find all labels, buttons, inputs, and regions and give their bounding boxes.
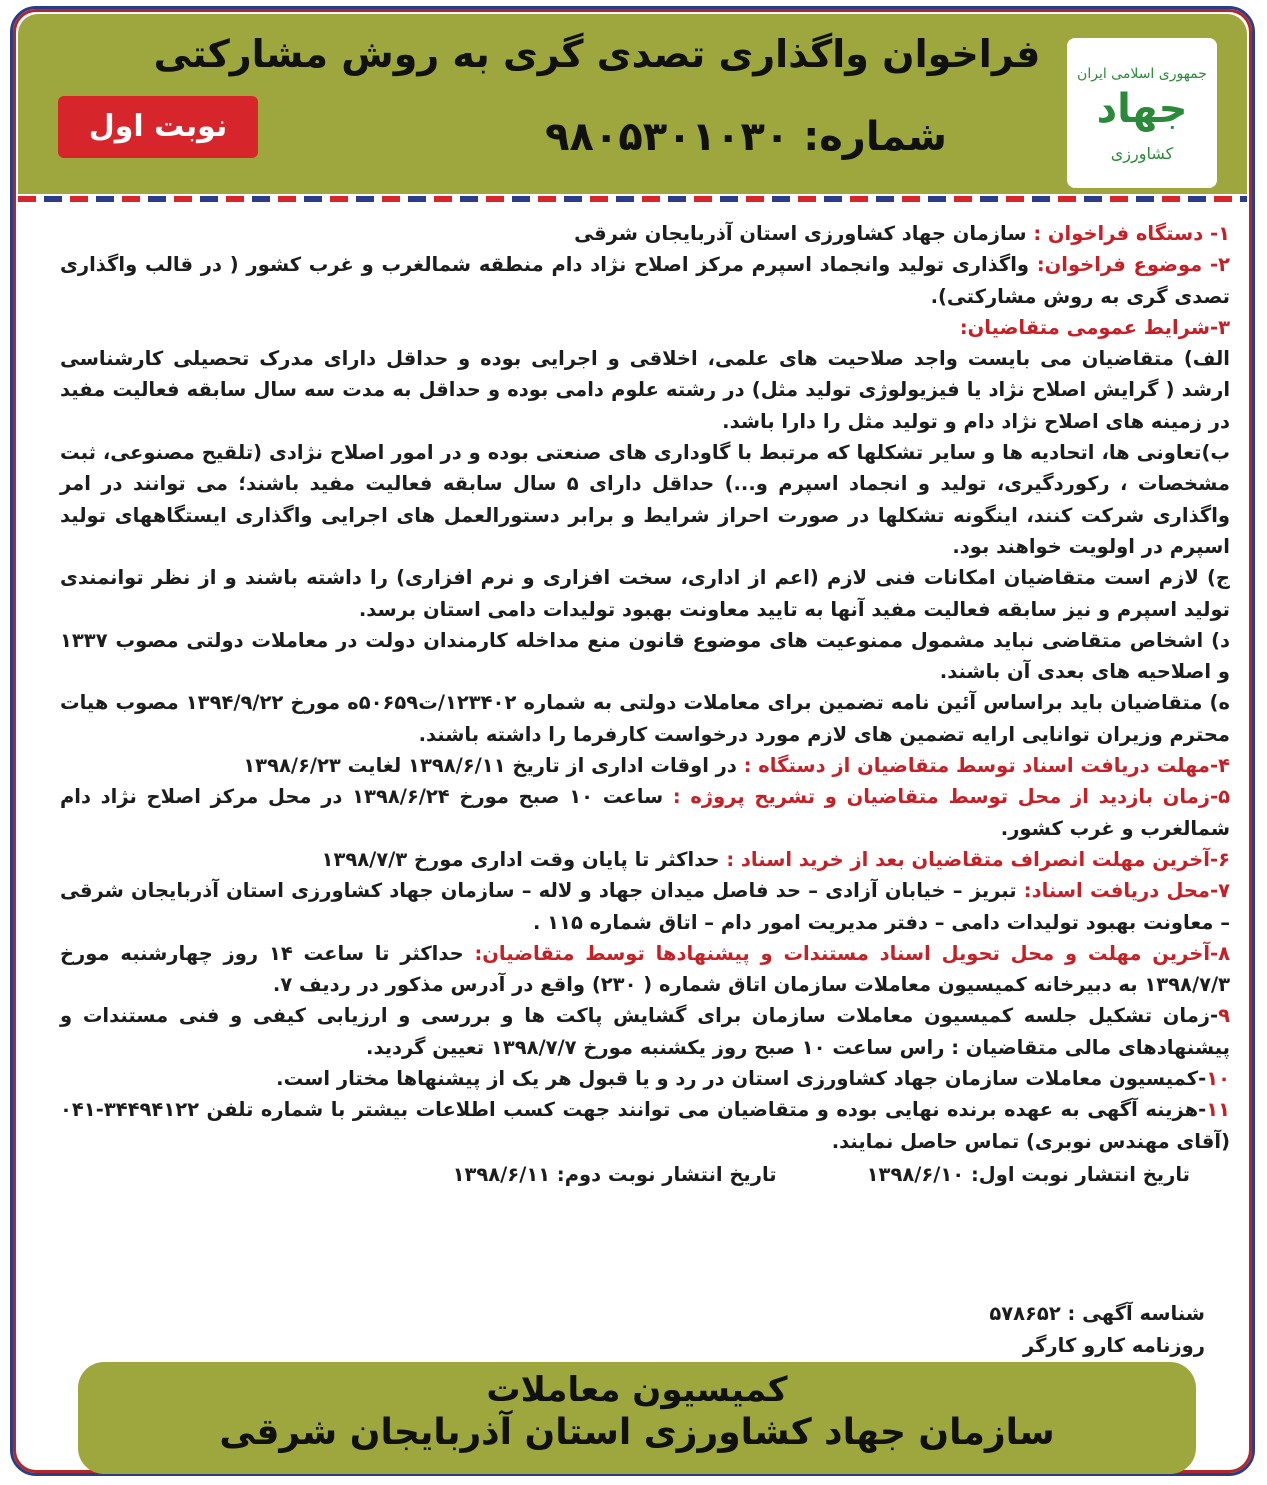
clause-text: الف) متقاضیان می بایست واجد صلاحیت های علمی، اخلاقی و اجرایی بوده و حداقل دارای مدرک تحصیلی کارشناسی ارشد ( گرایش اصلاح نژاد یا فیزیولوژی تولید مثل) در رشته علوم دامی بوده و حداقل به مدت سه سال سابقه فعالیت مفید در زمینه های اصلاح نژاد دام و تولید مثل را دارا باشد. [60, 347, 1230, 433]
logo-top-text: جمهوری اسلامی ایران [1077, 66, 1207, 82]
logo-bottom-text: کشاورزی [1110, 144, 1174, 163]
clause-3 [60, 312, 1230, 343]
clause-label: ۸-آخرین مهلت و محل تحویل اسناد مستندات و پیشنهادها توسط متقاضیان: [474, 941, 1231, 965]
clause-label: ۲- موضوع فراخوان: [1036, 253, 1230, 277]
clause-text: -هزینه آگهی به عهده برنده نهایی بوده و متقاضیان می توانند جهت کسب اطلاعات بیشتر با شماره تلفن ۳۴۴۹۴۱۲۲-۰۴۱ (آقای مهندس نوبری) تماس حاصل نمایند. [60, 1098, 1230, 1153]
round-badge: نوبت اول [58, 96, 258, 158]
clause-label: ۷-محل دریافت اسناد: [1023, 879, 1230, 903]
ad-meta [989, 1298, 1205, 1362]
clause-label: ۹ [1218, 1004, 1230, 1028]
clause-text: ب)تعاونی ها، اتحادیه ها و سایر تشکلها که مرتبط با گاوداری های صنعتی بوده و در امور اصلاح نژادی (تلقیح مصنوعی، ثبت مشخصات ، رکوردگیری، تولید و انجماد اسپرم و...) حداقل دارای ۵ سال سابقه فعالیت مفید باشند؛ می توانند در امر واگذاری شرکت کنند، اینگونه تشکلها در صورت احراز شرایط و برابر دستورالعمل های اجرایی واگذاری ایستگاههای تولید اسپرم در اولویت خواهند بود. [60, 441, 1230, 558]
clause-4 [60, 343, 1230, 437]
clause-text: حداکثر تا پایان وقت اداری مورخ ۱۳۹۸/۷/۳ [321, 847, 727, 871]
clause-label: ۴-مهلت دریافت اسناد توسط متقاضیان از دستگاه : [743, 754, 1230, 778]
jihad-logo [1067, 38, 1217, 188]
second-publication-date: تاریخ انتشار نوبت دوم: ۱۳۹۸/۶/۱۱ [452, 1162, 777, 1186]
clause-15 [60, 1063, 1230, 1094]
clause-label: ۵-زمان بازدید از محل توسط متقاضیان و تشریح پروژه : [672, 785, 1231, 809]
clause-text: در اوقات اداری از تاریخ ۱۳۹۸/۶/۱۱ لغایت ۱۳۹۸/۶/۲۳ [243, 754, 744, 778]
clause-7 [60, 625, 1230, 688]
first-publication-date: تاریخ انتشار نوبت اول: ۱۳۹۸/۶/۱۰ [866, 1162, 1190, 1186]
announcement-title: فراخوان واگذاری تصدی گری به روش مشارکتی [153, 32, 1041, 76]
clause-6 [60, 562, 1230, 625]
announcement-body [60, 218, 1230, 1190]
clause-label: ۱- دستگاه فراخوان : [1033, 222, 1230, 245]
clause-text: واگذاری تولید وانجماد اسپرم مرکز اصلاح نژاد دام منطقه شمالغرب و غرب کشور ( در قالب واگذاری تصدی گری به روش مشارکتی). [60, 253, 1230, 308]
clause-10 [60, 781, 1230, 844]
clause-13 [60, 938, 1230, 1001]
clause-8 [60, 687, 1230, 750]
clause-5 [60, 437, 1230, 562]
clause-11 [60, 844, 1230, 875]
logo-main-text: جهاد [1096, 86, 1188, 132]
clause-16 [60, 1094, 1230, 1157]
clause-text: -زمان تشکیل جلسه کمیسیون معاملات سازمان برای گشایش پاکت ها و بررسی و ارزیابی کیفی و فنی مستندات و پیشنهادهای مالی متقاضیان : راس ساعت ۱۰ صبح روز یکشنبه مورخ ۱۳۹۸/۷/۷ تعیین گردید. [60, 1004, 1230, 1059]
clause-text: د) اشخاص متقاضی نباید مشمول ممنوعیت های موضوع قانون منع مداخله کارمندان دولت در معاملات دولتی مصوب ۱۳۳۷ و اصلاحیه های بعدی آن باشند. [60, 628, 1230, 684]
clause-text: حداکثر تا ساعت ۱۴ روز چهارشنبه مورخ ۱۳۹۸/۷/۳ به دبیرخانه کمیسیون معاملات سازمان اتاق شماره ( ۲۳۰) واقع در آدرس مذکور در ردیف ۷. [60, 941, 1230, 997]
clause-label: ۶-آخرین مهلت انصراف متقاضیان بعد از خرید اسناد : [726, 847, 1230, 871]
clause-text: سازمان جهاد کشاورزی استان آذربایجان شرقی [574, 222, 1034, 245]
clause-14 [60, 1000, 1230, 1063]
footer-commission: کمیسیون معاملات [486, 1370, 788, 1410]
newspaper-name: روزنامه کارو کارگر [1022, 1334, 1205, 1357]
footer-banner [78, 1362, 1196, 1474]
clause-label: ۱۰ [1206, 1067, 1230, 1091]
clause-1 [60, 218, 1230, 249]
footer-organization: سازمان جهاد کشاورزی استان آذربایجان شرقی [219, 1412, 1055, 1453]
clause-12 [60, 875, 1230, 938]
clause-2 [60, 249, 1230, 312]
clause-text: ه) متقاضیان باید براساس آئین نامه تضمین برای معاملات دولتی به شماره ۱۲۳۴۰۲/ت۵۰۶۵۹ه مورخ ۱۳۹۴/۹/۲۲ مصوب هیات محترم وزیران توانایی ارایه تضمین های لازم مورد درخواست کارفرما را داشته باشند. [60, 691, 1230, 746]
clause-text: تبریز – خیابان آزادی – حد فاصل میدان جهاد و لاله – سازمان جهاد کشاورزی استان آذربایجان شرقی – معاونت بهبود تولیدات دامی – دفتر مدیریت امور دام – اتاق شماره ۱۱۵ . [60, 879, 1230, 934]
clause-label: ۳-شرایط عمومی متقاضیان: [959, 315, 1230, 339]
clause-text: -کمیسیون معاملات سازمان جهاد کشاورزی استان در رد و یا قبول هر یک از پیشنهاها مختار است. [276, 1067, 1207, 1091]
announcement-number: شماره: ۹۸۰۵۳۰۱۰۳۰ [545, 114, 947, 160]
clause-label: ۱۱ [1206, 1098, 1230, 1122]
ad-id: شناسه آگهی : ۵۷۸۶۵۲ [989, 1302, 1205, 1325]
top-dashed-divider [18, 196, 1247, 202]
header-banner [18, 14, 1247, 194]
clause-text: ساعت ۱۰ صبح مورخ ۱۳۹۸/۶/۲۴ در محل مرکز اصلاح نژاد دام شمالغرب و غرب کشور. [60, 785, 1230, 840]
clause-text: ج) لازم است متقاضیان امکانات فنی لازم (اعم از اداری، سخت افزاری و نرم افزاری) را داشته باشند و از نظر توانمندی تولید اسپرم و نیز سابقه فعالیت مفید آنها به تایید معاونت بهبود تولیدات دامی استان برسد. [60, 566, 1230, 621]
publication-dates [60, 1159, 1230, 1190]
clause-9 [60, 750, 1230, 781]
